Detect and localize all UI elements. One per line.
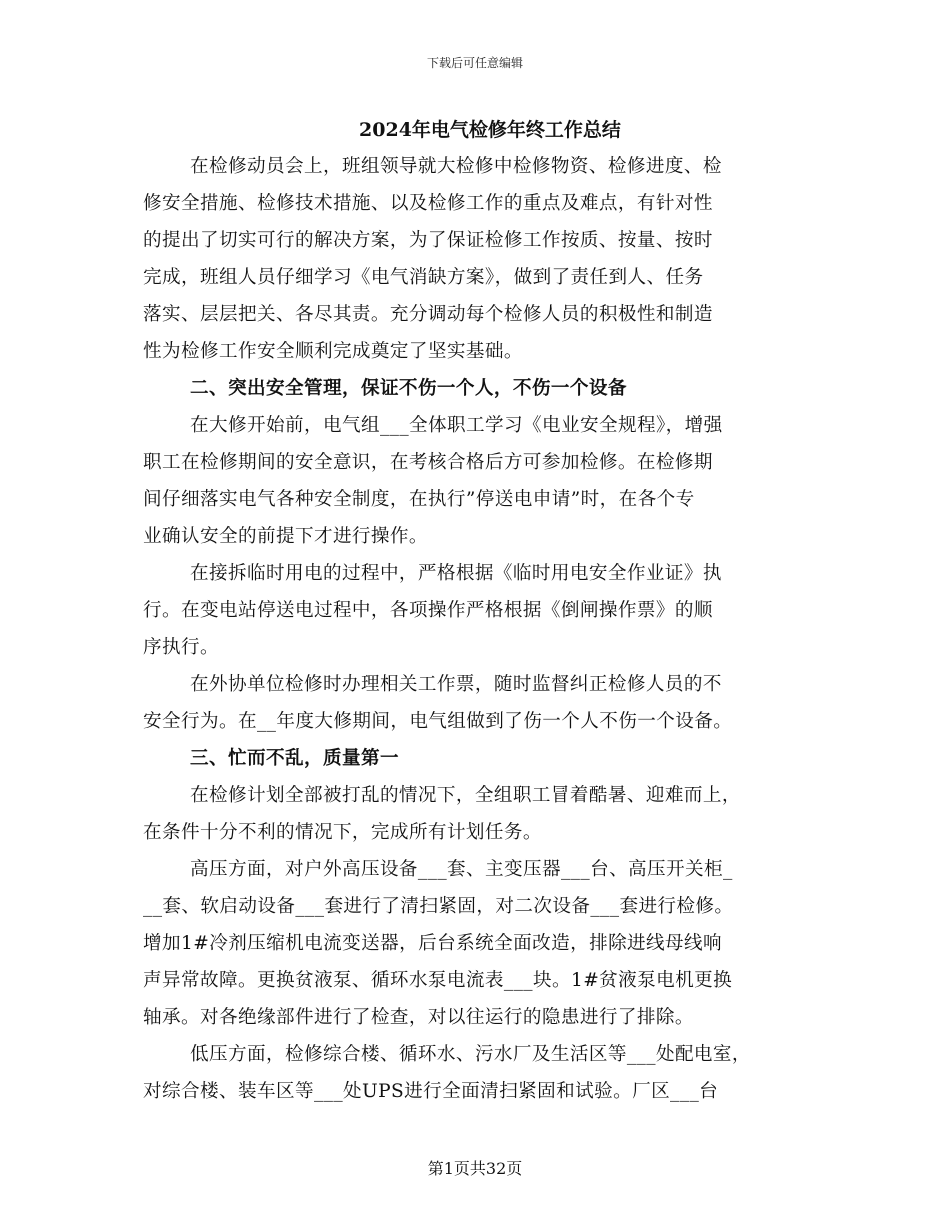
text-line: 落实、层层把关、各尽其责。充分调动每个检修人员的积极性和制造 [143, 304, 713, 325]
section-heading: 三、忙而不乱，质量第一 [190, 748, 399, 769]
section-heading: 二、突出安全管理，保证不伤一个人，不伤一个设备 [190, 378, 627, 399]
text-line: 增加1#冷剂压缩机电流变送器，后台系统全面改造，排除进线母线响 [143, 933, 723, 954]
text-line: 业确认安全的前提下才进行操作。 [143, 526, 428, 547]
text-line: 在检修动员会上，班组领导就大检修中检修物资、检修进度、检 [190, 156, 722, 177]
text-line: 低压方面，检修综合楼、循环水、污水厂及生活区等___处配电室， [190, 1044, 751, 1065]
text-line: 完成，班组人员仔细学习《电气消缺方案》，做到了责任到人、任务 [143, 267, 704, 288]
document-body [143, 148, 813, 1110]
text-line: 在条件十分不利的情况下，完成所有计划任务。 [143, 822, 542, 843]
text-line: 在检修计划全部被打乱的情况下，全组职工冒着酷暑、迎难而上， [190, 785, 741, 806]
text-line: 高压方面，对户外高压设备___套、主变压器___台、高压开关柜_ [190, 859, 733, 880]
text-line: 行。在变电站停送电过程中，各项操作严格根据《倒闸操作票》的顺 [143, 600, 713, 621]
text-line: __套、软启动设备___套进行了清扫紧固，对二次设备___套进行检修。 [143, 896, 734, 917]
text-line: 职工在检修期间的安全意识，在考核合格后方可参加检修。在检修期 [143, 452, 713, 473]
text-line: 修安全措施、检修技术措施、以及检修工作的重点及难点，有针对性 [143, 193, 713, 214]
text-line: 对综合楼、装车区等___处UPS进行全面清扫紧固和试验。厂区___台 [143, 1081, 719, 1102]
document-title: 2024年电气检修年终工作总结 [359, 119, 621, 141]
text-line: 安全行为。在__年度大修期间，电气组做到了伤一个人不伤一个设备。 [143, 711, 733, 732]
page-header: 下载后可任意编辑 [426, 56, 523, 70]
text-line: 间仔细落实电气各种安全制度，在执行”停送电申请”时，在各个专 [143, 489, 695, 510]
text-line: 的提出了切实可行的解决方案，为了保证检修工作按质、按量、按时 [143, 230, 713, 251]
text-line: 在外协单位检修时办理相关工作票，随时监督纠正检修人员的不 [190, 674, 722, 695]
text-line: 在大修开始前，电气组___全体职工学习《电业安全规程》，增强 [190, 415, 723, 436]
text-line: 序执行。 [143, 637, 219, 658]
text-line: 在接拆临时用电的过程中，严格根据《临时用电安全作业证》执 [190, 563, 722, 584]
text-line: 声异常故障。更换贫液泵、循环水泵电流表___块。1#贫液泵电机更换 [143, 970, 733, 991]
text-line: 性为检修工作安全顺利完成奠定了坚实基础。 [143, 341, 523, 362]
text-line: 轴承。对各绝缘部件进行了检查，对以往运行的隐患进行了排除。 [143, 1007, 694, 1028]
page-footer: 第1页共32页 [427, 1159, 523, 1178]
